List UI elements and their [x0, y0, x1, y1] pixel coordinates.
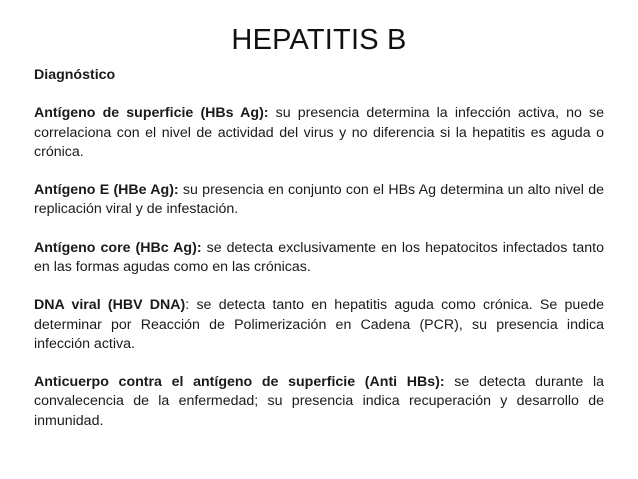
paragraph-hbs-ag — [34, 104, 604, 162]
paragraph-hbv-dna — [34, 296, 604, 354]
slide-title: HEPATITIS B — [231, 24, 407, 56]
description-anti-hbs: se detecta durante la convalecencia de la enfermedad; su presencia indica recuperación y desarrollo de inmunidad. — [34, 374, 605, 429]
paragraph-hbc-ag — [34, 239, 604, 277]
term-anti-hbs: Anticuerpo contra el antígeno de superficie (Anti HBs): — [34, 374, 445, 391]
description-hbe-ag: su presencia en conjunto con el HBs Ag determina un alto nivel de replicación viral y de infestación. — [34, 182, 605, 218]
description-hbs-ag: su presencia determina la infección activa, no se correlaciona con el nivel de actividad del virus y no diferencia si la hepatitis es aguda o crónica. — [34, 105, 604, 160]
term-hbc-ag: Antígeno core (HBc Ag): — [34, 239, 202, 256]
term-hbe-ag: Antígeno E (HBe Ag): — [34, 182, 179, 199]
slide-content — [34, 66, 604, 450]
section-heading: Diagnóstico — [34, 67, 116, 83]
term-hbv-dna: DNA viral (HBV DNA) — [34, 297, 186, 314]
paragraph-hbe-ag — [34, 181, 604, 219]
term-hbs-ag: Antígeno de superficie (HBs Ag): — [34, 105, 269, 122]
description-hbv-dna: : se detecta tanto en hepatitis aguda como crónica. Se puede determinar por Reacción de Polimerización en Cadena (PCR), su presencia indica infección activa. — [34, 297, 604, 352]
description-hbc-ag: se detecta exclusivamente en los hepatocitos infectados tanto en las formas agudas como en las crónicas. — [34, 239, 604, 275]
paragraph-anti-hbs — [34, 373, 604, 431]
